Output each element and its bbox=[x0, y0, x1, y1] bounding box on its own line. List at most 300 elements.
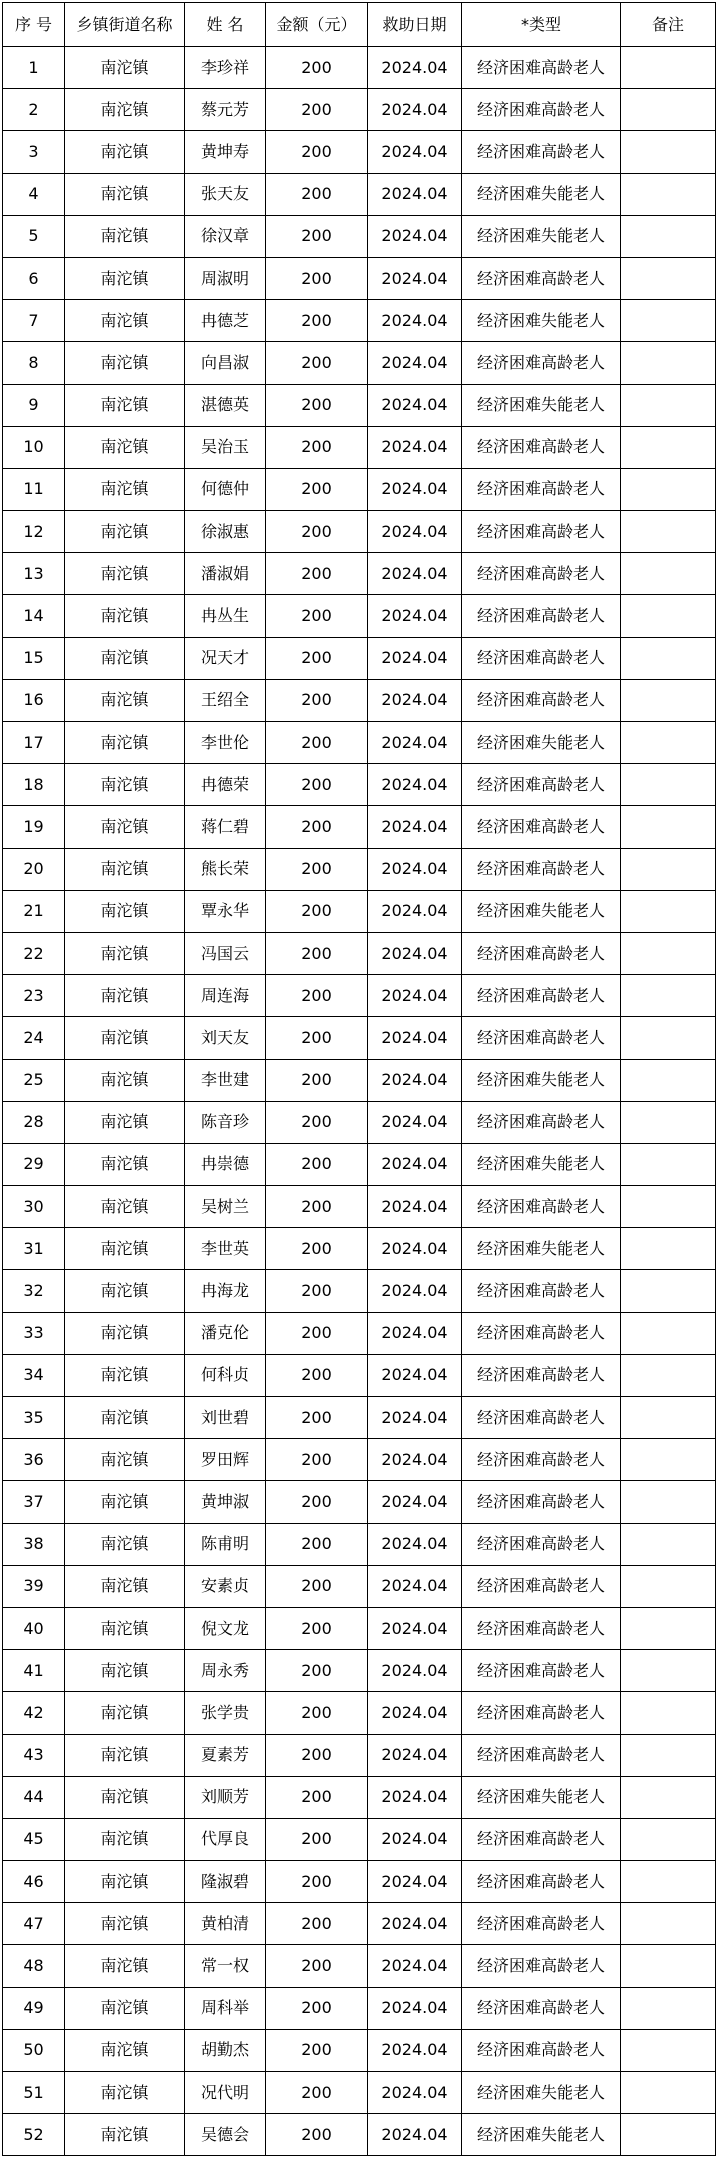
cell-seq: 5 bbox=[3, 215, 65, 257]
cell-date: 2024.04 bbox=[368, 1228, 462, 1270]
table-row bbox=[3, 1818, 716, 1860]
cell-amount: 200 bbox=[266, 1312, 368, 1354]
cell-town: 南沱镇 bbox=[65, 722, 185, 764]
cell-note bbox=[621, 1861, 716, 1903]
cell-note bbox=[621, 1397, 716, 1439]
cell-note bbox=[621, 975, 716, 1017]
cell-note bbox=[621, 2114, 716, 2156]
cell-amount: 200 bbox=[266, 468, 368, 510]
table-row bbox=[3, 975, 716, 1017]
cell-type: 经济困难高龄老人 bbox=[462, 47, 621, 89]
cell-name: 代厚良 bbox=[185, 1818, 266, 1860]
cell-name: 冉德芝 bbox=[185, 300, 266, 342]
cell-name: 隆淑碧 bbox=[185, 1861, 266, 1903]
cell-seq: 46 bbox=[3, 1861, 65, 1903]
header-row bbox=[3, 3, 716, 47]
cell-date: 2024.04 bbox=[368, 468, 462, 510]
table-row bbox=[3, 511, 716, 553]
cell-note bbox=[621, 1692, 716, 1734]
cell-town: 南沱镇 bbox=[65, 679, 185, 721]
cell-date: 2024.04 bbox=[368, 2072, 462, 2114]
cell-name: 周永秀 bbox=[185, 1650, 266, 1692]
cell-note bbox=[621, 1734, 716, 1776]
cell-town: 南沱镇 bbox=[65, 764, 185, 806]
cell-amount: 200 bbox=[266, 1186, 368, 1228]
cell-amount: 200 bbox=[266, 2072, 368, 2114]
cell-town: 南沱镇 bbox=[65, 806, 185, 848]
cell-name: 陈甫明 bbox=[185, 1523, 266, 1565]
cell-type: 经济困难高龄老人 bbox=[462, 1270, 621, 1312]
cell-town: 南沱镇 bbox=[65, 47, 185, 89]
cell-note bbox=[621, 173, 716, 215]
cell-seq: 49 bbox=[3, 1987, 65, 2029]
table-row bbox=[3, 1776, 716, 1818]
cell-seq: 6 bbox=[3, 257, 65, 299]
cell-seq: 7 bbox=[3, 300, 65, 342]
cell-town: 南沱镇 bbox=[65, 975, 185, 1017]
cell-amount: 200 bbox=[266, 806, 368, 848]
cell-name: 向昌淑 bbox=[185, 342, 266, 384]
cell-type: 经济困难高龄老人 bbox=[462, 257, 621, 299]
cell-note bbox=[621, 890, 716, 932]
cell-date: 2024.04 bbox=[368, 1565, 462, 1607]
cell-name: 李世伦 bbox=[185, 722, 266, 764]
cell-note bbox=[621, 1945, 716, 1987]
cell-town: 南沱镇 bbox=[65, 131, 185, 173]
cell-type: 经济困难高龄老人 bbox=[462, 1945, 621, 1987]
cell-note bbox=[621, 637, 716, 679]
cell-note bbox=[621, 1101, 716, 1143]
cell-type: 经济困难高龄老人 bbox=[462, 1101, 621, 1143]
cell-town: 南沱镇 bbox=[65, 1228, 185, 1270]
cell-note bbox=[621, 1818, 716, 1860]
cell-type: 经济困难高龄老人 bbox=[462, 1565, 621, 1607]
cell-amount: 200 bbox=[266, 1523, 368, 1565]
cell-type: 经济困难高龄老人 bbox=[462, 1650, 621, 1692]
cell-seq: 8 bbox=[3, 342, 65, 384]
cell-note bbox=[621, 384, 716, 426]
cell-type: 经济困难高龄老人 bbox=[462, 1397, 621, 1439]
cell-name: 冉德荣 bbox=[185, 764, 266, 806]
cell-town: 南沱镇 bbox=[65, 637, 185, 679]
cell-name: 何德仲 bbox=[185, 468, 266, 510]
cell-seq: 45 bbox=[3, 1818, 65, 1860]
cell-town: 南沱镇 bbox=[65, 1143, 185, 1185]
cell-name: 罗田辉 bbox=[185, 1439, 266, 1481]
cell-name: 何科贞 bbox=[185, 1354, 266, 1396]
cell-seq: 40 bbox=[3, 1607, 65, 1649]
table-row bbox=[3, 1017, 716, 1059]
table-row bbox=[3, 806, 716, 848]
cell-town: 南沱镇 bbox=[65, 1565, 185, 1607]
cell-town: 南沱镇 bbox=[65, 1607, 185, 1649]
cell-date: 2024.04 bbox=[368, 1186, 462, 1228]
cell-amount: 200 bbox=[266, 1945, 368, 1987]
table-row bbox=[3, 553, 716, 595]
cell-date: 2024.04 bbox=[368, 1312, 462, 1354]
table-row bbox=[3, 2029, 716, 2071]
cell-seq: 28 bbox=[3, 1101, 65, 1143]
cell-town: 南沱镇 bbox=[65, 1776, 185, 1818]
cell-town: 南沱镇 bbox=[65, 848, 185, 890]
cell-seq: 34 bbox=[3, 1354, 65, 1396]
cell-seq: 33 bbox=[3, 1312, 65, 1354]
cell-note bbox=[621, 468, 716, 510]
cell-amount: 200 bbox=[266, 2114, 368, 2156]
header-cell-date: 救助日期 bbox=[368, 3, 462, 47]
cell-type: 经济困难高龄老人 bbox=[462, 89, 621, 131]
table-row bbox=[3, 2114, 716, 2156]
cell-town: 南沱镇 bbox=[65, 595, 185, 637]
cell-town: 南沱镇 bbox=[65, 1059, 185, 1101]
table-row bbox=[3, 384, 716, 426]
table-row bbox=[3, 1439, 716, 1481]
cell-seq: 18 bbox=[3, 764, 65, 806]
cell-type: 经济困难高龄老人 bbox=[462, 975, 621, 1017]
cell-note bbox=[621, 1017, 716, 1059]
table-row bbox=[3, 300, 716, 342]
cell-name: 况天才 bbox=[185, 637, 266, 679]
cell-seq: 36 bbox=[3, 1439, 65, 1481]
cell-amount: 200 bbox=[266, 1397, 368, 1439]
table-row bbox=[3, 257, 716, 299]
table-row bbox=[3, 1354, 716, 1396]
cell-seq: 38 bbox=[3, 1523, 65, 1565]
cell-amount: 200 bbox=[266, 173, 368, 215]
cell-amount: 200 bbox=[266, 1017, 368, 1059]
cell-note bbox=[621, 1776, 716, 1818]
cell-town: 南沱镇 bbox=[65, 300, 185, 342]
table-row bbox=[3, 1143, 716, 1185]
cell-seq: 31 bbox=[3, 1228, 65, 1270]
cell-seq: 50 bbox=[3, 2029, 65, 2071]
cell-seq: 10 bbox=[3, 426, 65, 468]
cell-date: 2024.04 bbox=[368, 890, 462, 932]
cell-date: 2024.04 bbox=[368, 1397, 462, 1439]
cell-date: 2024.04 bbox=[368, 1143, 462, 1185]
cell-date: 2024.04 bbox=[368, 722, 462, 764]
cell-name: 刘世碧 bbox=[185, 1397, 266, 1439]
cell-type: 经济困难失能老人 bbox=[462, 300, 621, 342]
cell-date: 2024.04 bbox=[368, 1692, 462, 1734]
cell-name: 李世英 bbox=[185, 1228, 266, 1270]
cell-seq: 1 bbox=[3, 47, 65, 89]
cell-name: 况代明 bbox=[185, 2072, 266, 2114]
cell-name: 周连海 bbox=[185, 975, 266, 1017]
table-row bbox=[3, 1861, 716, 1903]
cell-seq: 35 bbox=[3, 1397, 65, 1439]
cell-date: 2024.04 bbox=[368, 595, 462, 637]
cell-town: 南沱镇 bbox=[65, 2072, 185, 2114]
cell-type: 经济困难高龄老人 bbox=[462, 595, 621, 637]
cell-type: 经济困难失能老人 bbox=[462, 1228, 621, 1270]
cell-amount: 200 bbox=[266, 215, 368, 257]
cell-town: 南沱镇 bbox=[65, 1397, 185, 1439]
cell-name: 张学贵 bbox=[185, 1692, 266, 1734]
cell-seq: 39 bbox=[3, 1565, 65, 1607]
cell-name: 冉丛生 bbox=[185, 595, 266, 637]
cell-date: 2024.04 bbox=[368, 47, 462, 89]
cell-date: 2024.04 bbox=[368, 975, 462, 1017]
cell-seq: 16 bbox=[3, 679, 65, 721]
cell-amount: 200 bbox=[266, 257, 368, 299]
cell-seq: 3 bbox=[3, 131, 65, 173]
cell-date: 2024.04 bbox=[368, 215, 462, 257]
cell-seq: 22 bbox=[3, 932, 65, 974]
table-row bbox=[3, 722, 716, 764]
table-row bbox=[3, 89, 716, 131]
cell-name: 刘顺芳 bbox=[185, 1776, 266, 1818]
cell-seq: 4 bbox=[3, 173, 65, 215]
table-row bbox=[3, 890, 716, 932]
cell-town: 南沱镇 bbox=[65, 426, 185, 468]
cell-date: 2024.04 bbox=[368, 764, 462, 806]
cell-note bbox=[621, 1354, 716, 1396]
cell-town: 南沱镇 bbox=[65, 1101, 185, 1143]
cell-note bbox=[621, 426, 716, 468]
cell-name: 周科举 bbox=[185, 1987, 266, 2029]
cell-note bbox=[621, 1186, 716, 1228]
subsidy-roster-table bbox=[2, 2, 716, 2156]
cell-date: 2024.04 bbox=[368, 806, 462, 848]
cell-town: 南沱镇 bbox=[65, 1439, 185, 1481]
cell-date: 2024.04 bbox=[368, 1017, 462, 1059]
cell-note bbox=[621, 1607, 716, 1649]
cell-town: 南沱镇 bbox=[65, 1987, 185, 2029]
cell-seq: 24 bbox=[3, 1017, 65, 1059]
cell-type: 经济困难高龄老人 bbox=[462, 1439, 621, 1481]
cell-amount: 200 bbox=[266, 848, 368, 890]
cell-note bbox=[621, 1481, 716, 1523]
cell-type: 经济困难高龄老人 bbox=[462, 1861, 621, 1903]
cell-type: 经济困难失能老人 bbox=[462, 1776, 621, 1818]
table-row bbox=[3, 131, 716, 173]
cell-note bbox=[621, 1565, 716, 1607]
cell-note bbox=[621, 89, 716, 131]
table-row bbox=[3, 1270, 716, 1312]
table-row bbox=[3, 1312, 716, 1354]
cell-name: 蔡元芳 bbox=[185, 89, 266, 131]
cell-type: 经济困难高龄老人 bbox=[462, 848, 621, 890]
cell-seq: 12 bbox=[3, 511, 65, 553]
cell-date: 2024.04 bbox=[368, 300, 462, 342]
cell-town: 南沱镇 bbox=[65, 384, 185, 426]
cell-amount: 200 bbox=[266, 595, 368, 637]
cell-date: 2024.04 bbox=[368, 932, 462, 974]
cell-note bbox=[621, 2029, 716, 2071]
cell-name: 黄柏清 bbox=[185, 1903, 266, 1945]
cell-seq: 51 bbox=[3, 2072, 65, 2114]
table-row bbox=[3, 637, 716, 679]
cell-seq: 11 bbox=[3, 468, 65, 510]
cell-seq: 2 bbox=[3, 89, 65, 131]
table-row bbox=[3, 1650, 716, 1692]
cell-type: 经济困难高龄老人 bbox=[462, 1818, 621, 1860]
cell-date: 2024.04 bbox=[368, 511, 462, 553]
cell-note bbox=[621, 1987, 716, 2029]
cell-date: 2024.04 bbox=[368, 89, 462, 131]
cell-note bbox=[621, 1312, 716, 1354]
cell-date: 2024.04 bbox=[368, 848, 462, 890]
table-row bbox=[3, 1481, 716, 1523]
cell-seq: 30 bbox=[3, 1186, 65, 1228]
table-row bbox=[3, 848, 716, 890]
table-row bbox=[3, 1692, 716, 1734]
cell-seq: 43 bbox=[3, 1734, 65, 1776]
cell-note bbox=[621, 131, 716, 173]
cell-amount: 200 bbox=[266, 1059, 368, 1101]
cell-name: 徐汉章 bbox=[185, 215, 266, 257]
cell-town: 南沱镇 bbox=[65, 1818, 185, 1860]
cell-town: 南沱镇 bbox=[65, 1481, 185, 1523]
table-row bbox=[3, 932, 716, 974]
cell-name: 胡勤杰 bbox=[185, 2029, 266, 2071]
cell-date: 2024.04 bbox=[368, 426, 462, 468]
cell-amount: 200 bbox=[266, 511, 368, 553]
table-row bbox=[3, 426, 716, 468]
cell-town: 南沱镇 bbox=[65, 1692, 185, 1734]
cell-town: 南沱镇 bbox=[65, 1861, 185, 1903]
cell-date: 2024.04 bbox=[368, 1776, 462, 1818]
cell-town: 南沱镇 bbox=[65, 1650, 185, 1692]
cell-amount: 200 bbox=[266, 1143, 368, 1185]
cell-type: 经济困难失能老人 bbox=[462, 384, 621, 426]
cell-amount: 200 bbox=[266, 384, 368, 426]
cell-type: 经济困难高龄老人 bbox=[462, 1354, 621, 1396]
cell-town: 南沱镇 bbox=[65, 1523, 185, 1565]
cell-amount: 200 bbox=[266, 932, 368, 974]
cell-type: 经济困难高龄老人 bbox=[462, 1987, 621, 2029]
cell-note bbox=[621, 1270, 716, 1312]
cell-seq: 21 bbox=[3, 890, 65, 932]
cell-date: 2024.04 bbox=[368, 1101, 462, 1143]
cell-note bbox=[621, 215, 716, 257]
cell-town: 南沱镇 bbox=[65, 511, 185, 553]
cell-type: 经济困难高龄老人 bbox=[462, 1607, 621, 1649]
cell-type: 经济困难失能老人 bbox=[462, 2072, 621, 2114]
table-row bbox=[3, 1734, 716, 1776]
cell-amount: 200 bbox=[266, 1228, 368, 1270]
cell-amount: 200 bbox=[266, 722, 368, 764]
cell-name: 安素贞 bbox=[185, 1565, 266, 1607]
cell-town: 南沱镇 bbox=[65, 1945, 185, 1987]
cell-seq: 14 bbox=[3, 595, 65, 637]
header-cell-amount: 金额（元） bbox=[266, 3, 368, 47]
cell-type: 经济困难高龄老人 bbox=[462, 426, 621, 468]
cell-date: 2024.04 bbox=[368, 2029, 462, 2071]
cell-type: 经济困难高龄老人 bbox=[462, 637, 621, 679]
table-row bbox=[3, 1059, 716, 1101]
cell-town: 南沱镇 bbox=[65, 1734, 185, 1776]
cell-name: 徐淑惠 bbox=[185, 511, 266, 553]
cell-town: 南沱镇 bbox=[65, 342, 185, 384]
cell-note bbox=[621, 511, 716, 553]
cell-amount: 200 bbox=[266, 2029, 368, 2071]
cell-name: 冉崇德 bbox=[185, 1143, 266, 1185]
table-row bbox=[3, 1945, 716, 1987]
cell-type: 经济困难高龄老人 bbox=[462, 806, 621, 848]
cell-seq: 29 bbox=[3, 1143, 65, 1185]
table-row bbox=[3, 595, 716, 637]
cell-name: 吴树兰 bbox=[185, 1186, 266, 1228]
cell-name: 熊长荣 bbox=[185, 848, 266, 890]
cell-note bbox=[621, 1439, 716, 1481]
cell-note bbox=[621, 257, 716, 299]
cell-name: 蒋仁碧 bbox=[185, 806, 266, 848]
cell-date: 2024.04 bbox=[368, 173, 462, 215]
cell-seq: 25 bbox=[3, 1059, 65, 1101]
cell-seq: 44 bbox=[3, 1776, 65, 1818]
cell-note bbox=[621, 679, 716, 721]
table-row bbox=[3, 2072, 716, 2114]
cell-amount: 200 bbox=[266, 1481, 368, 1523]
cell-name: 吴德会 bbox=[185, 2114, 266, 2156]
cell-seq: 52 bbox=[3, 2114, 65, 2156]
cell-date: 2024.04 bbox=[368, 1481, 462, 1523]
table-row bbox=[3, 468, 716, 510]
cell-amount: 200 bbox=[266, 679, 368, 721]
cell-amount: 200 bbox=[266, 47, 368, 89]
cell-name: 陈音珍 bbox=[185, 1101, 266, 1143]
cell-type: 经济困难高龄老人 bbox=[462, 764, 621, 806]
cell-amount: 200 bbox=[266, 1734, 368, 1776]
cell-note bbox=[621, 1903, 716, 1945]
cell-type: 经济困难高龄老人 bbox=[462, 553, 621, 595]
header-cell-note: 备注 bbox=[621, 3, 716, 47]
cell-date: 2024.04 bbox=[368, 342, 462, 384]
table-row bbox=[3, 679, 716, 721]
cell-amount: 200 bbox=[266, 342, 368, 384]
cell-town: 南沱镇 bbox=[65, 1903, 185, 1945]
cell-name: 覃永华 bbox=[185, 890, 266, 932]
cell-type: 经济困难失能老人 bbox=[462, 2114, 621, 2156]
cell-seq: 41 bbox=[3, 1650, 65, 1692]
cell-type: 经济困难高龄老人 bbox=[462, 511, 621, 553]
cell-type: 经济困难失能老人 bbox=[462, 173, 621, 215]
cell-name: 冉海龙 bbox=[185, 1270, 266, 1312]
cell-note bbox=[621, 806, 716, 848]
cell-amount: 200 bbox=[266, 1987, 368, 2029]
cell-name: 张天友 bbox=[185, 173, 266, 215]
cell-amount: 200 bbox=[266, 890, 368, 932]
cell-town: 南沱镇 bbox=[65, 468, 185, 510]
cell-type: 经济困难失能老人 bbox=[462, 1059, 621, 1101]
cell-type: 经济困难失能老人 bbox=[462, 722, 621, 764]
cell-town: 南沱镇 bbox=[65, 553, 185, 595]
cell-note bbox=[621, 553, 716, 595]
cell-date: 2024.04 bbox=[368, 1734, 462, 1776]
cell-amount: 200 bbox=[266, 300, 368, 342]
cell-date: 2024.04 bbox=[368, 553, 462, 595]
cell-amount: 200 bbox=[266, 1818, 368, 1860]
cell-note bbox=[621, 722, 716, 764]
cell-note bbox=[621, 1059, 716, 1101]
cell-seq: 37 bbox=[3, 1481, 65, 1523]
cell-type: 经济困难高龄老人 bbox=[462, 468, 621, 510]
cell-amount: 200 bbox=[266, 764, 368, 806]
cell-date: 2024.04 bbox=[368, 1818, 462, 1860]
cell-name: 黄坤淑 bbox=[185, 1481, 266, 1523]
cell-amount: 200 bbox=[266, 1565, 368, 1607]
cell-type: 经济困难高龄老人 bbox=[462, 1523, 621, 1565]
cell-date: 2024.04 bbox=[368, 1987, 462, 2029]
cell-seq: 9 bbox=[3, 384, 65, 426]
cell-date: 2024.04 bbox=[368, 1861, 462, 1903]
cell-town: 南沱镇 bbox=[65, 257, 185, 299]
table-row bbox=[3, 1397, 716, 1439]
table-row bbox=[3, 1523, 716, 1565]
cell-type: 经济困难高龄老人 bbox=[462, 2029, 621, 2071]
